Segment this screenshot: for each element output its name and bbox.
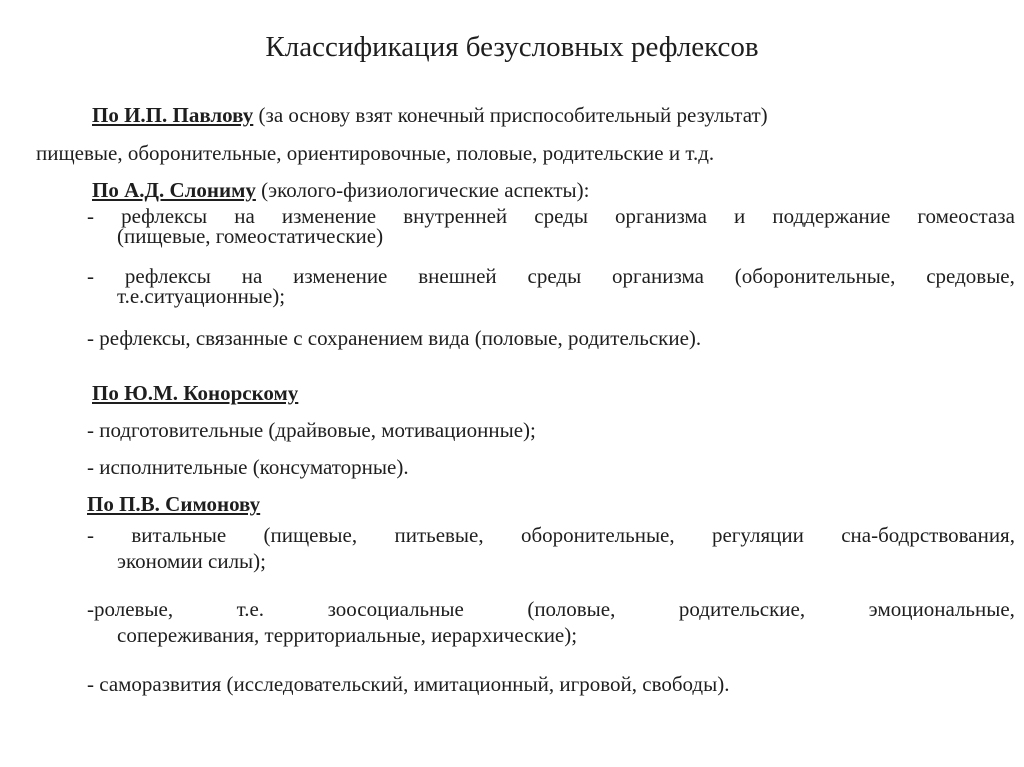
word: родительские, [678,597,806,621]
word: зоосоциальные [327,597,464,621]
word: эмоциональные, [868,597,1015,621]
word: среды [534,204,588,228]
konorski-heading: По Ю.М. Конорскому [92,381,299,405]
konorski-heading-line [92,380,298,406]
word: т.е. [236,597,265,621]
pavlov-heading-line [92,102,768,128]
word: витальные [131,523,227,547]
word: рефлексы [124,264,211,288]
simonov-heading: По П.В. Симонову [87,492,261,516]
simonov-heading-line [87,491,260,517]
word: организма [615,204,707,228]
word: изменение [293,264,388,288]
word: сна-бодрствования, [841,523,1015,547]
slonim-heading: По А.Д. Слониму [92,178,256,202]
slonim-item1-line2: (пищевые, гомеостатические) [117,224,384,248]
word: средовые, [926,264,1015,288]
slonim-item3: - рефлексы, связанные с сохранением вида (половые, родительские). [87,326,702,350]
pavlov-note: (за основу взят конечный приспособительный результат) [253,103,768,127]
word: - [87,204,94,228]
word: (пищевые, [263,523,358,547]
word: - [87,264,94,288]
word: на [241,264,263,288]
word: питьевые, [394,523,484,547]
word: изменение [281,204,377,228]
simonov-item1-line2: экономии силы); [117,549,266,573]
word: внешней [418,264,497,288]
word: на [234,204,255,228]
slonim-heading-line [92,177,590,203]
word: - [87,523,94,547]
word: организма [612,264,704,288]
word: (половые, [527,597,616,621]
word: и [734,204,746,228]
word: внутренней [403,204,508,228]
simonov-item1-line1 [87,522,1015,548]
konorski-item1: - подготовительные (драйвовые, мотивационные); [87,418,536,442]
slonim-item2-line2: т.е.ситуационные); [117,284,286,308]
word: (оборонительные, [734,264,896,288]
word: -ролевые, [87,597,174,621]
pavlov-line: пищевые, оборонительные, ориентировочные, половые, родительские и т.д. [36,141,715,165]
word: гомеостаза [917,204,1015,228]
word: среды [527,264,582,288]
word: поддержание [772,204,891,228]
word: рефлексы [121,204,208,228]
simonov-item2-line1 [87,596,1015,622]
slide-title: Классификация безусловных рефлексов [265,31,759,63]
simonov-item3: - саморазвития (исследовательский, имитационный, игровой, свободы). [87,672,730,696]
simonov-item2-line2: сопереживания, территориальные, иерархические); [117,623,578,647]
word: регуляции [711,523,804,547]
konorski-item2: - исполнительные (консуматорные). [87,455,409,479]
pavlov-heading: По И.П. Павлову [92,103,254,127]
slonim-note: (эколого-физиологические аспекты): [255,178,590,202]
word: оборонительные, [520,523,675,547]
